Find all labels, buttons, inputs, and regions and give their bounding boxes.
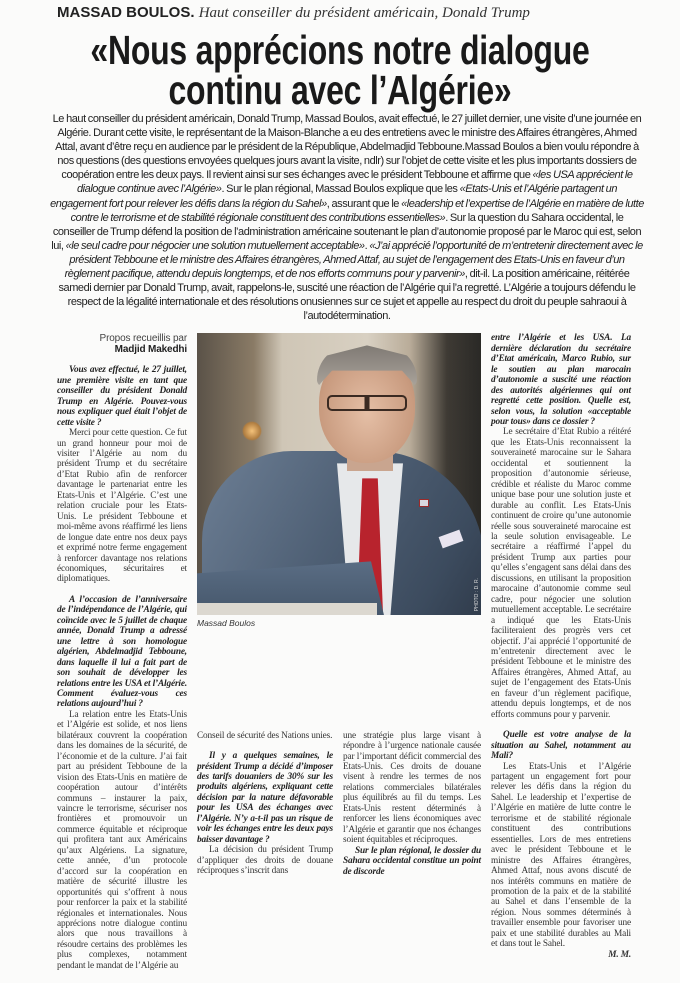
signature: M. M. bbox=[608, 949, 631, 960]
headline-line-2: continu avec l’Algérie» bbox=[168, 67, 512, 113]
portrait-photo bbox=[197, 333, 481, 615]
byline-author: Madjid Makedhi bbox=[114, 344, 187, 356]
intro-quote: «J’ai apprécié l’opportunité de m’entretenir directement avec le président Tebboune et le ministre des Affaires étrangères, Ahmed Attaf, au sujet de l’engagement des Etats-Unis en faveur d’un règlement pacifique, attendu depuis longtemps, et de nos efforts communs pour y parvenir» bbox=[64, 239, 643, 281]
intro-quote: «Etats-Unis et l’Algérie partagent un engagement fort pour relever les défis dans la région du Sahel» bbox=[50, 183, 618, 210]
intro-quote: «les USA apprécient le dialogue continue avec l’Algérie» bbox=[76, 169, 633, 196]
question-4-end: entre l’Algérie et les USA. La dernière déclaration du secrétaire d’Etat américain, Marco Rubio, sur le soutien au plan marocain d’autonomie a suscité une réaction des autorités algériennes qui ont regretté cette position. Quelle est, selon vous, la solution «acceptable pour tous» dans ce dossier ? bbox=[491, 333, 631, 428]
intro-text: . Sur la question du Sahara occidental, le conseiller de Trump défend la position de l’administration américaine soutenant le plan d’autonomie proposé par le Maroc qui est, selon lui, bbox=[51, 211, 642, 252]
question-4: Sur le plan régional, le dossier du Sahara occidental constitue un point de discorde bbox=[343, 845, 481, 877]
article-columns bbox=[57, 333, 680, 971]
column-4 bbox=[491, 333, 631, 960]
intro-text: , dit-il. La position américaine, réitérée samedi dernier par Donald Trump, avait, rappelons-le, suscité une réaction de l’Algérie qui l’a regretté. L’Algérie a toujours défendu le respect de la légalité internationale et des résolutions onusiennes sur ce sujet et appelle au respect du droit du peuple sahraoui à l’autodétermination. bbox=[58, 268, 636, 323]
question-2: A l’occasion de l’anniversaire de l’indépendance de l’Algérie, qui coïncide avec le 5 juillet de chaque année, Donald Trump a adressé une lettre à son homologue algérien, Abdelmadjid Tebboune, dans laquelle il lui a fait part de son souhait de développer les relations entre les USA et l’Algérie. Comment évaluez-vous ces relations aujourd’hui ? bbox=[57, 594, 187, 710]
headline-line-1: «Nous apprécions notre dialogue bbox=[90, 27, 590, 73]
intro-text: . bbox=[364, 239, 370, 252]
interviewee-role: Haut conseiller du président américain, Donald Trump bbox=[198, 5, 530, 21]
answer-5: Les Etats-Unis et l’Algérie partagent un engagement fort pour relever les défis dans la région du Sahel. Le leadership et l’expertise de l’Algérie en matière de lutte contre le terrorisme et de stabilité régionale constituent des contributions essentielles. Lors de mes entretiens avec le président Tebboune et le ministre des Affaires étrangères, Ahmed Attaf, nous avons discuté de nos intérêts communs en matière de promotion de la paix et de la stabilité au Sahel et dans l’ensemble de la région. Nous sommes déterminés à travailler ensemble pour favoriser une paix et une stabilité durables au Mali et dans tout le Sahel. bbox=[491, 761, 631, 950]
kicker bbox=[57, 4, 680, 22]
question-3: Il y a quelques semaines, le président Trump a décidé d’imposer des tarifs douaniers de 30% sur les produits algériens, expliquant cette décision par la nature défavorable pour les USA des échanges avec l’Algérie. N’y a-t-il pas un risque de voir les échanges entre les deux pays baisser davantage ? bbox=[197, 751, 333, 845]
byline-label: Propos recueillis par bbox=[99, 333, 187, 345]
photo-caption: Massad Boulos bbox=[197, 618, 256, 629]
answer-2: La relation entre les Etats-Unis et l’Algérie est solide, et nos liens bilatéraux couvrent la coopération dans les domaines de la sécurité, de l’économie et de la culture. J’ai fait part au président Tebboune de la vision des Etats-Unis en matière de coopération autour d’intérêts communs – instaurer la paix, vaincre le terrorisme, sécuriser nos frontières et promouvoir un commerce équitable et réciproque qui profitera tant aux Américains qu’aux Algériens. La signature, cette année, d’un protocole d’accord sur la coopération en matière de sécurité illustre les opportunités qui s’offrent à nous pour renforcer la paix et la stabilité régionales et internationales. Nous apprécions notre dialogue continu alors que nous travaillons à résoudre certains des problèmes les plus complexes, notamment pendant le mandat de l’Algérie au bbox=[57, 709, 187, 971]
intro-text: , assurant que le bbox=[326, 197, 402, 210]
column-1 bbox=[57, 333, 187, 971]
question-1: Vous avez effectué, le 27 juillet, une première visite en tant que conseiller du président Donald Trump en Algérie. Pouvez-vous nous expliquer quel était l’objet de cette visite ? bbox=[57, 365, 187, 428]
intro-paragraph bbox=[50, 112, 644, 323]
answer-2-end: Conseil de sécurité des Nations unies. bbox=[197, 730, 333, 741]
interviewee-name: MASSAD BOULOS. bbox=[57, 4, 195, 21]
intro-text: Le haut conseiller du président américain, Donald Trump, Massad Boulos, avait effectué, le 27 juillet dernier, une visite d’une journée en Algérie. Durant cette visite, le représentant de la Maison-Blanche a eu des entretiens avec le ministre des Affaires étrangères, Ahmed Attal, avant d’être reçu en audience par le président de la République, Abdelmadjid Tebboune.Massad Boulos a bien voulu répondre à nos questions (des questions envoyées quelques jours avant la visite, ndlr) sur l’objet de cette visite et les plus importants dossiers de coopération entre les deux pays. Il revient ainsi sur ses échanges avec le président Tebboune et affirme que bbox=[52, 113, 642, 182]
photo-credit: PHOTO : D. R. bbox=[474, 578, 480, 612]
column-2 bbox=[197, 731, 333, 877]
byline bbox=[57, 333, 187, 355]
answer-3-end: une stratégie plus large visant à répondre à l’urgence nationale causée par l’important déficit commercial des Etats-Unis. Ces droits de douane visent à rendre les termes de nos relations commerciales bilatérales plus équilibrés au fil du temps. Les Etats-Unis restent déterminés à renforcer les liens économiques avec l’Algérie et garantir que nos échanges soient équitables et réciproques. bbox=[343, 730, 481, 846]
photo-block bbox=[197, 333, 481, 628]
intro-text: . Sur le plan régional, Massad Boulos explique que les bbox=[221, 183, 460, 196]
answer-4: Le secrétaire d’Etat Rubio a réitéré que les Etats-Unis reconnaissent la souveraineté marocaine sur le Sahara occidental et soutiennent la proposition d’autonomie sérieuse, crédible et réaliste du Maroc comme unique base pour une solution juste et durable au conflit. Les Etats-Unis continuent de croire qu’une autonomie réelle sous souveraineté marocaine est la seule solution envisageable. Le secrétaire a réaffirmé l’appel du président Trump aux parties pour qu’elles s’engagent sans délai dans des discussions, en utilisant la proposition marocaine d’autonomie comme seul cadre, pour négocier une solution mutuellement acceptable. Le secrétaire a indiqué que les Etats-Unis faciliteraient des progrès vers cet objectif. J’ai apprécié l’opportunité de m’entretenir directement avec le président Tebboune et le ministre des Affaires étrangères, Ahmed Attaf, au sujet de l’engagement des Etats-Unis en faveur d’un règlement pacifique, attendu depuis longtemps, et de nos efforts communs pour y parvenir. bbox=[491, 427, 631, 720]
intro-quote: «leadership et l’expertise de l’Algérie en matière de lutte contre le terrorisme et de stabilité régionale constituent des contributions essentielles» bbox=[70, 197, 644, 224]
answer-1: Merci pour cette question. Ce fut un grand honneur pour moi de visiter l’Algérie au nom du président Trump et du secrétaire d’Etat Rubio afin de renforcer davantage le partenariat entre les Etats-Unis et l’Algérie. C’est une relation cruciale pour les Etats-Unis. Le président Tebboune et moi-même avons réaffirmé les liens de longue date entre nos deux pays et exprimé notre ferme engagement à renforcer davantage nos relations économiques, sécuritaires et diplomatiques. bbox=[57, 428, 187, 585]
column-3 bbox=[343, 731, 481, 877]
headline bbox=[75, 27, 605, 113]
intro-quote: «le seul cadre pour négocier une solution mutuellement acceptable» bbox=[65, 239, 365, 252]
question-5: Quelle est votre analyse de la situation au Sahel, notamment au Mali? bbox=[491, 730, 631, 762]
answer-3: La décision du président Trump d’appliquer des droits de douane réciproques s’inscrit dans bbox=[197, 845, 333, 877]
